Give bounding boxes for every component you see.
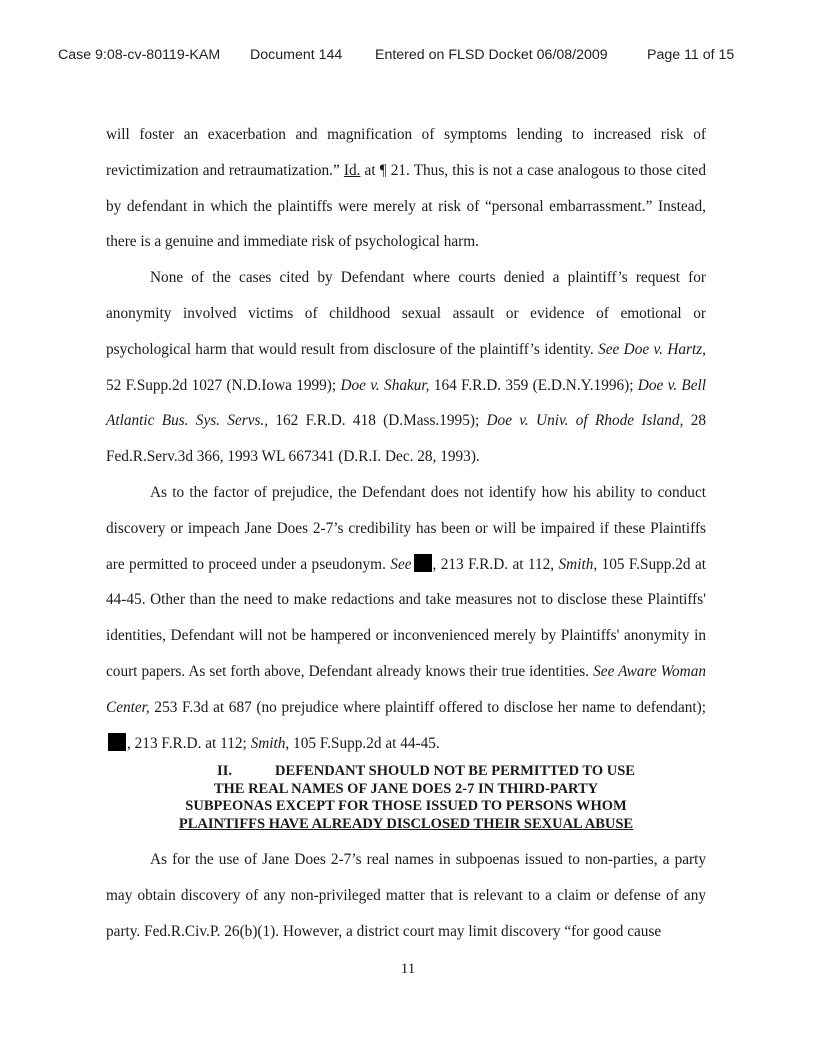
heading-line-2: THE REAL NAMES OF JANE DOES 2-7 IN THIRD-PARTY	[213, 780, 599, 797]
redaction-box	[414, 554, 432, 572]
paragraph-4: As for the use of Jane Does 2-7’s real names in subpoenas issued to non-parties, a party may obtain discovery of any non-privileged matter that is relevant to a claim or defense of any party. Fed.R.Civ.P. 26(b)(1). However, a district court may limit discovery “for good cause	[106, 851, 706, 940]
see-signal: See	[390, 555, 412, 573]
section-heading	[106, 763, 706, 833]
heading-line-1: DEFENDANT SHOULD NOT BE PERMITTED TO USE	[275, 763, 635, 779]
header-case-number: Case 9:08-cv-80119-KAM	[58, 47, 221, 63]
docket-header	[58, 47, 758, 63]
document-body-continued	[106, 842, 706, 949]
header-entered-date: Entered on FLSD Docket 06/08/2009	[375, 47, 608, 63]
paragraph-3: As to the factor of prejudice, the Defendant does not identify how his ability to conduct discovery or impeach Jane Does 2-7’s credibility has been or will be impaired if these Plaintiffs are permitted to proceed under a pseudonym. See , 213 F.R.D. at 112, Smith, 105 F.Supp.2d at 44-45. Other than the need to make redactions and take measures not to disclose these Plaintiffs' identities, Defendant will not be hampered or inconvenienced merely by Plaintiffs' anonymity in court papers. As set forth above, Defendant already knows their true identities. See Aware Woman Center, 253 F.3d at 687 (no prejudice where plaintiff offered to disclose her name to defendant); , 213 F.R.D. at 112; Smith, 105 F.Supp.2d at 44-45.	[106, 483, 707, 752]
document-body	[106, 117, 706, 761]
header-page-count: Page 11 of 15	[647, 47, 735, 63]
heading-line-3: SUBPEONAS EXCEPT FOR THOSE ISSUED TO PERSONS WHOM	[185, 798, 627, 814]
paragraph-1: will foster an exacerbation and magnification of symptoms lending to increased risk of revictimization and retraumatization.” Id. at ¶ 21. Thus, this is not a case analogous to those cited by defendant in which the plaintiffs were merely at risk of “personal embarrassment.” Instead, there is a genuine and immediate risk of psychological harm.	[106, 126, 706, 251]
case-citation-shakur: Doe v. Shakur,	[340, 376, 430, 394]
heading-line-4: PLAINTIFFS HAVE ALREADY DISCLOSED THEIR SEXUAL ABUSE	[178, 815, 634, 832]
section-number: II.	[217, 763, 232, 779]
case-citation-hartz: See Doe v. Hartz,	[598, 340, 706, 358]
case-citation-rhode-island: Doe v. Univ. of Rhode Island,	[486, 412, 684, 430]
case-citation-smith: Smith,	[558, 555, 598, 573]
case-citation-smith: Smith,	[250, 734, 290, 752]
case-citation-bell-atlantic: Doe v. Bell Atlantic Bus. Sys. Servs.,	[106, 376, 707, 430]
id-citation: Id.	[343, 161, 361, 179]
paragraph-2: None of the cases cited by Defendant where courts denied a plaintiff’s request for anonymity involved victims of childhood sexual assault or evidence of emotional or psychological harm that would result from disclosure of the plaintiff’s identity. See Doe v. Hartz, 52 F.Supp.2d 1027 (N.D.Iowa 1999); Doe v. Shakur, 164 F.R.D. 359 (E.D.N.Y.1996); Doe v. Bell Atlantic Bus. Sys. Servs., 162 F.R.D. 418 (D.Mass.1995); Doe v. Univ. of Rhode Island, 28 Fed.R.Serv.3d 366, 1993 WL 667341 (D.R.I. Dec. 28, 1993).	[106, 269, 707, 466]
header-document-number: Document 144	[250, 47, 343, 63]
redaction-box	[108, 733, 126, 751]
page-number: 11	[400, 961, 416, 977]
case-citation-aware-woman: See Aware Woman Center,	[106, 662, 706, 716]
